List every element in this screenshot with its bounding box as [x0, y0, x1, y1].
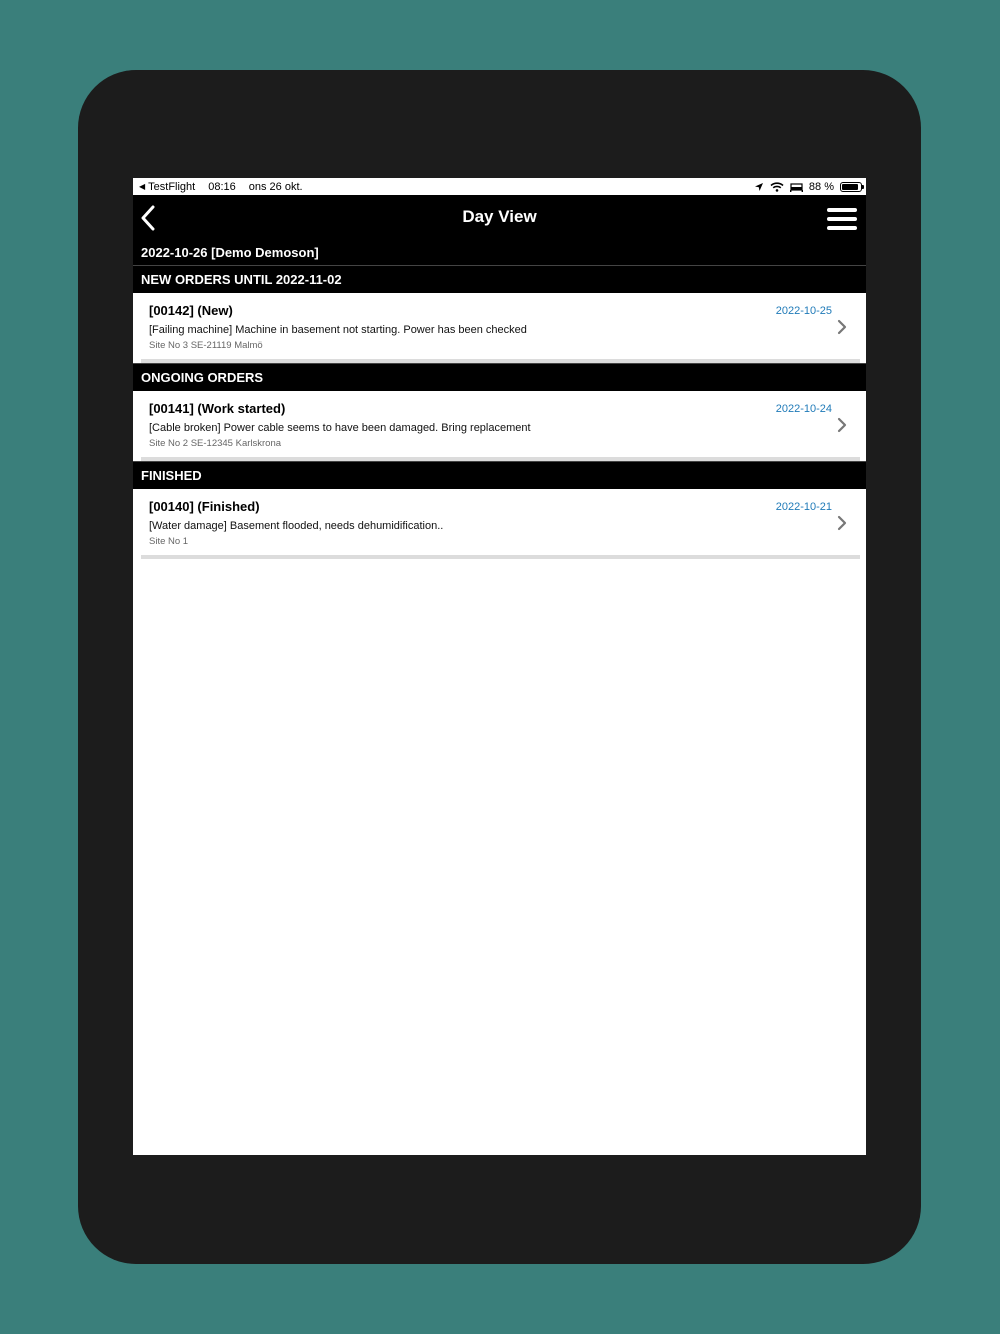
battery-icon: [840, 182, 862, 192]
status-date: ons 26 okt.: [248, 180, 303, 193]
status-time: 08:16: [208, 180, 236, 193]
order-site: Site No 1: [149, 536, 189, 547]
order-row-00142[interactable]: [133, 293, 866, 363]
page-title: Day View: [462, 207, 537, 226]
row-divider: [141, 555, 860, 559]
back-to-app-label[interactable]: TestFlight: [148, 180, 196, 193]
chevron-right-icon: [836, 515, 848, 531]
section-header-finished: FINISHED: [133, 461, 866, 489]
chevron-right-icon: [836, 417, 848, 433]
order-date: 2022-10-25: [775, 305, 832, 317]
battery-percent: 88 %: [808, 180, 834, 193]
row-divider: [141, 457, 860, 461]
status-left: [139, 181, 303, 193]
order-description: [Failing machine] Machine in basement not starting. Power has been checked: [149, 324, 527, 336]
order-site: Site No 3 SE-21119 Malmö: [149, 340, 263, 351]
order-id: [00142] (New): [149, 303, 233, 318]
location-icon: [754, 182, 764, 192]
order-site: Site No 2 SE-12345 Karlskrona: [149, 438, 282, 449]
order-row-00141[interactable]: [133, 391, 866, 461]
navigation-bar: [133, 195, 866, 265]
status-bar: [133, 178, 866, 195]
menu-button[interactable]: [826, 207, 858, 231]
order-date: 2022-10-21: [775, 501, 832, 513]
app-screen: [133, 178, 866, 1155]
wifi-icon: [770, 182, 784, 192]
order-id: [00141] (Work started): [149, 401, 286, 416]
status-right: [754, 178, 862, 195]
order-description: [Water damage] Basement flooded, needs dehumidification..: [149, 520, 444, 532]
order-description: [Cable broken] Power cable seems to have been damaged. Bring replacement: [149, 422, 531, 434]
section-header-new-orders: NEW ORDERS UNTIL 2022-11-02: [133, 265, 866, 293]
back-to-app-icon[interactable]: ◀: [139, 182, 146, 191]
order-id: [00140] (Finished): [149, 499, 260, 514]
section-header-ongoing-orders: ONGOING ORDERS: [133, 363, 866, 391]
order-date: 2022-10-24: [775, 403, 832, 415]
sleep-mode-icon: [790, 182, 803, 192]
hamburger-menu-icon: [826, 207, 858, 231]
row-divider: [141, 359, 860, 363]
order-row-00140[interactable]: [133, 489, 866, 559]
chevron-right-icon: [836, 319, 848, 335]
page-subtitle: 2022-10-26 [Demo Demoson]: [141, 245, 319, 260]
